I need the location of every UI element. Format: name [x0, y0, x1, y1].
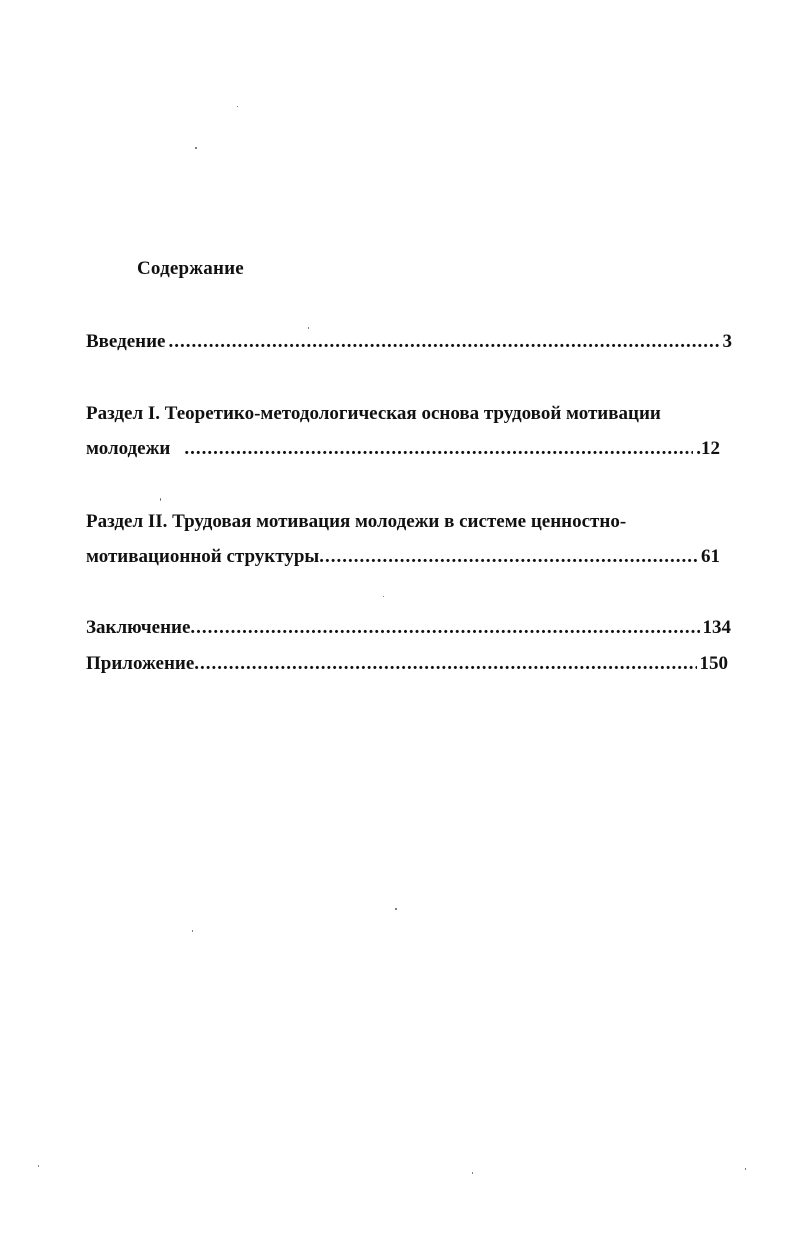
page-title: Содержание [137, 258, 244, 279]
toc-page-number: 150 [699, 653, 728, 674]
toc-entry-section-1-line2 [86, 437, 720, 461]
toc-entry-section-2-line2 [86, 545, 720, 569]
toc-entry-text: Раздел I. Теоретико-методологическая основа трудовой мотивации [86, 403, 661, 424]
scan-speck [745, 1168, 746, 1170]
toc-entry-text: Раздел II. Трудовая мотивация молодежи в системе ценностно- [86, 511, 627, 532]
toc-leader-dots [194, 652, 696, 676]
scan-speck [472, 1172, 473, 1174]
scan-speck [38, 1165, 39, 1167]
toc-entry-text: Введение [86, 331, 166, 352]
toc-entry-introduction [86, 330, 732, 354]
toc-page-number: .12 [696, 438, 720, 459]
scan-speck [160, 498, 161, 501]
toc-entry-text: Приложение [86, 653, 195, 674]
toc-entry-text: молодежи [86, 438, 171, 459]
scan-speck [308, 327, 309, 329]
toc-leader-dots [190, 616, 699, 640]
toc-page-number: 61 [701, 546, 720, 567]
toc-entry-appendix [86, 652, 728, 676]
scan-speck [195, 147, 197, 149]
toc-entry-text: мотивационной структуры [86, 546, 320, 567]
toc-entry-conclusion [86, 616, 731, 640]
toc-entry-section-2-line1 [86, 510, 746, 534]
scan-speck [192, 930, 193, 932]
toc-leader-dots [319, 545, 698, 569]
scan-speck [395, 908, 397, 910]
scan-speck [383, 596, 384, 597]
toc-entry-text: Заключение [86, 617, 191, 638]
toc-page-number: 134 [702, 617, 731, 638]
toc-leader-dots [184, 437, 693, 461]
toc-page-number: 3 [722, 331, 732, 352]
toc-entry-section-1-line1 [86, 402, 746, 426]
toc-leader-dots [169, 330, 720, 354]
scan-speck [237, 106, 238, 107]
